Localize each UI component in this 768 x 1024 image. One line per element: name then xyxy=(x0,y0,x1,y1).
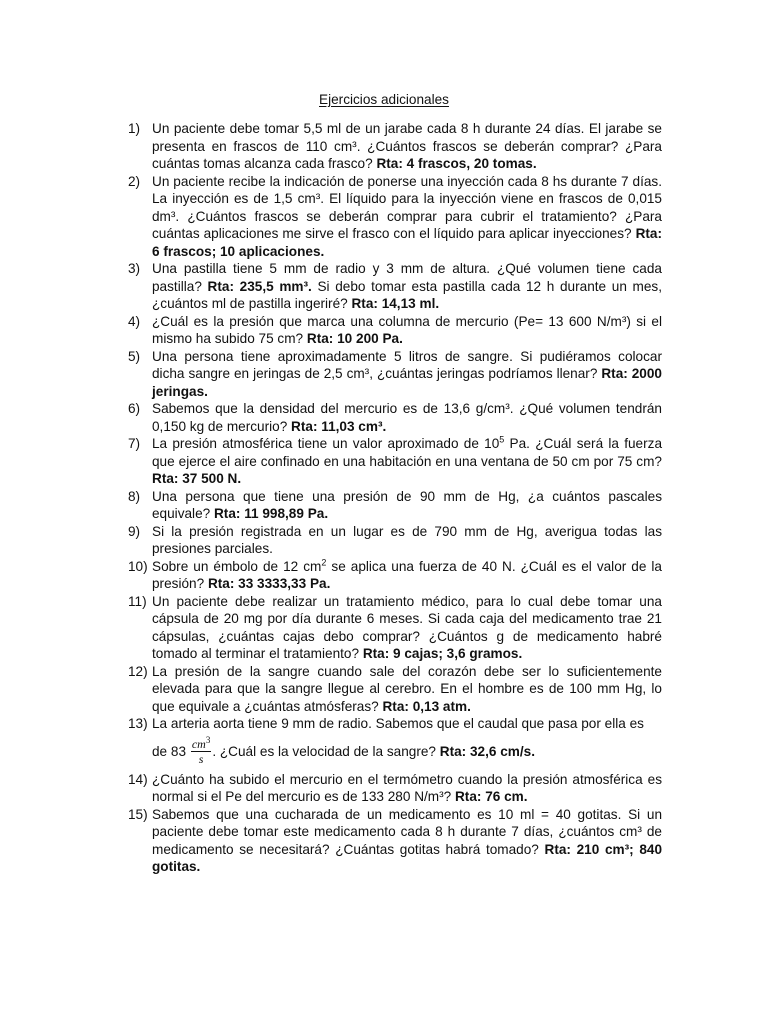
exercise-formula-line xyxy=(152,735,535,767)
fraction-numerator-text: cm xyxy=(191,737,206,752)
fraction-numerator xyxy=(191,737,212,752)
exercise-answer: Rta: 32,6 cm/s. xyxy=(439,743,535,759)
exercise-text: Si la presión registrada en un lugar es de 790 mm de Hg, averigua todas las presiones parciales. xyxy=(152,523,662,556)
exercise-text: ¿Cuál es la presión que marca una columna de mercurio (Pe= 13 600 N/m³) si el mismo ha subido 75 cm? xyxy=(152,313,662,346)
exercise-text: Un paciente debe realizar un tratamiento médico, para lo cual debe tomar una cápsula de 20 mg por día durante 6 meses. Si cada caja del medicamento trae 21 cápsulas, ¿cuántas cajas debo comprar? ¿Cuántos g de medicamento habré tomado al terminar el tratamiento? xyxy=(152,593,662,661)
exercise-text: Un paciente debe tomar 5,5 ml de un jarabe cada 8 h durante 24 días. El jarabe se presenta en frascos de 110 cm³. ¿Cuántos frascos se deberán comprar? ¿Para cuántas tomas alcanza cada frasco? xyxy=(152,121,662,171)
exercise-text: Una persona que tiene una presión de 90 mm de Hg, ¿a cuántos pascales equivale? xyxy=(152,488,662,521)
exercise-text: Sobre un émbolo de 12 cm xyxy=(152,558,322,574)
exercise-item xyxy=(128,806,662,876)
exercise-answer: Rta: 11 998,89 Pa. xyxy=(213,506,329,521)
exercise-list xyxy=(128,120,662,876)
document-title: Ejercicios adicionales xyxy=(319,92,449,107)
exercise-answer: Rta: 0,13 atm. xyxy=(382,698,471,714)
exercise-text: Pa. ¿Cuál será la fuerza que ejerce el aire confinado en una habitación en una ventana de 50 cm por 75 cm? xyxy=(152,436,663,469)
exercise-item xyxy=(128,400,662,435)
exercise-number: 14) xyxy=(128,771,148,787)
fraction xyxy=(191,737,212,766)
exercise-item xyxy=(128,313,662,348)
exercise-item xyxy=(128,488,662,523)
exercise-item xyxy=(128,173,662,261)
exercise-answer: Rta: 10 200 Pa. xyxy=(306,331,403,346)
exercise-item xyxy=(128,260,662,313)
exercise-text: se aplica una fuerza de 40 N. ¿Cuál es el valor de la presión? xyxy=(152,558,662,591)
superscript: 2 xyxy=(321,556,327,567)
exercise-item xyxy=(128,348,662,401)
exercise-number: 5) xyxy=(128,348,141,364)
exercise-text: Si debo tomar esta pastilla cada 12 h durante un mes, ¿cuántos ml de pastilla ingeriré? xyxy=(152,278,663,311)
exercise-number: 8) xyxy=(128,488,141,504)
exercise-number: 15) xyxy=(128,806,148,822)
exercise-answer: Rta: 4 frascos, 20 tomas. xyxy=(376,156,537,171)
exercise-text: Una pastilla tiene 5 mm de radio y 3 mm de altura. ¿Qué volumen tiene cada pastilla? xyxy=(152,261,662,294)
exercise-answer: Rta: 14,13 ml. xyxy=(351,296,440,311)
exercise-item xyxy=(128,435,662,488)
exercise-item xyxy=(128,715,662,771)
exercise-number: 9) xyxy=(128,523,141,539)
exercise-answer: Rta: 2000 jeringas. xyxy=(152,366,662,399)
exercise-text: Sabemos que la densidad del mercurio es de 13,6 g/cm³. ¿Qué volumen tendrán 0,150 kg de mercurio? xyxy=(152,401,662,434)
exercise-text: La arteria aorta tiene 9 mm de radio. Sabemos que el caudal que pasa por ella es xyxy=(152,716,644,731)
exercise-number: 1) xyxy=(128,121,141,136)
exercise-text: Una persona tiene aproximadamente 5 litros de sangre. Si pudiéramos colocar dicha sangre en jeringas de 2,5 cm³, ¿cuántas jeringas podríamos llenar? xyxy=(152,348,662,381)
exercise-item xyxy=(128,771,662,806)
exercise-answer: Rta: 76 cm. xyxy=(454,789,528,804)
exercise-number: 10) xyxy=(128,558,148,574)
exercise-text: ¿Cuánto ha subido el mercurio en el termómetro cuando la presión atmosférica es normal si el Pe del mercurio es de 133 280 N/m³? xyxy=(152,771,662,804)
exercise-answer: Rta: 210 cm³; 840 gotitas. xyxy=(152,841,663,874)
exercise-answer: Rta: 11,03 cm³. xyxy=(291,418,387,434)
exercise-answer: Rta: 33 3333,33 Pa. xyxy=(207,576,331,591)
exercise-text: Un paciente recibe la indicación de ponerse una inyección cada 8 hs durante 7 días. La inyección es de 1,5 cm³. El líquido para la inyección viene en frascos de 0,015 dm³. ¿Cuántos frascos se deberán comprar para cubrir el tratamiento? ¿Para cuántas aplicaciones me sirve el frasco con el líquido para aplicar inyecciones? xyxy=(152,173,662,241)
exercise-item xyxy=(128,120,662,173)
exercise-number: 13) xyxy=(128,716,148,731)
exercise-number: 12) xyxy=(128,663,148,679)
exercise-answer: Rta: 37 500 N. xyxy=(152,471,242,486)
exercise-text: Sabemos que una cucharada de un medicamento es 10 ml = 40 gotitas. Si un paciente debe tomar este medicamento cada 8 h durante 7 días, ¿cuántos cm³ de medicamento se necesitará? ¿Cuántas gotitas habrá tomado? xyxy=(152,806,662,857)
exercise-answer: Rta: 6 frascos; 10 aplicaciones. xyxy=(152,226,663,259)
exercise-number: 4) xyxy=(128,313,141,329)
exercise-number: 2) xyxy=(128,173,141,189)
exercise-item xyxy=(128,558,662,593)
exercise-number: 6) xyxy=(128,401,141,416)
exercise-item xyxy=(128,593,662,663)
exercise-answer: Rta: 9 cajas; 3,6 gramos. xyxy=(362,646,523,661)
exercise-item xyxy=(128,523,662,558)
exercise-text: de 83 xyxy=(152,743,187,759)
exercise-item xyxy=(128,663,662,716)
exercise-number: 7) xyxy=(128,436,141,451)
exercise-text: La presión de la sangre cuando sale del corazón debe ser lo suficientemente elevada para que la sangre llegue al cerebro. En el hombre es de 100 mm Hg, lo que equivale a ¿cuántas atmósferas? xyxy=(152,663,662,714)
exercise-number: 11) xyxy=(128,593,147,609)
fraction-denominator: s xyxy=(198,752,204,767)
exercise-text: La presión atmosférica tiene un valor aproximado de 10 xyxy=(152,436,500,451)
exercise-number: 3) xyxy=(128,261,141,276)
superscript: 3 xyxy=(205,735,211,746)
superscript: 5 xyxy=(499,434,505,445)
exercise-text: . ¿Cuál es la velocidad de la sangre? xyxy=(212,743,436,759)
exercise-answer: Rta: 235,5 mm³. xyxy=(207,278,312,294)
